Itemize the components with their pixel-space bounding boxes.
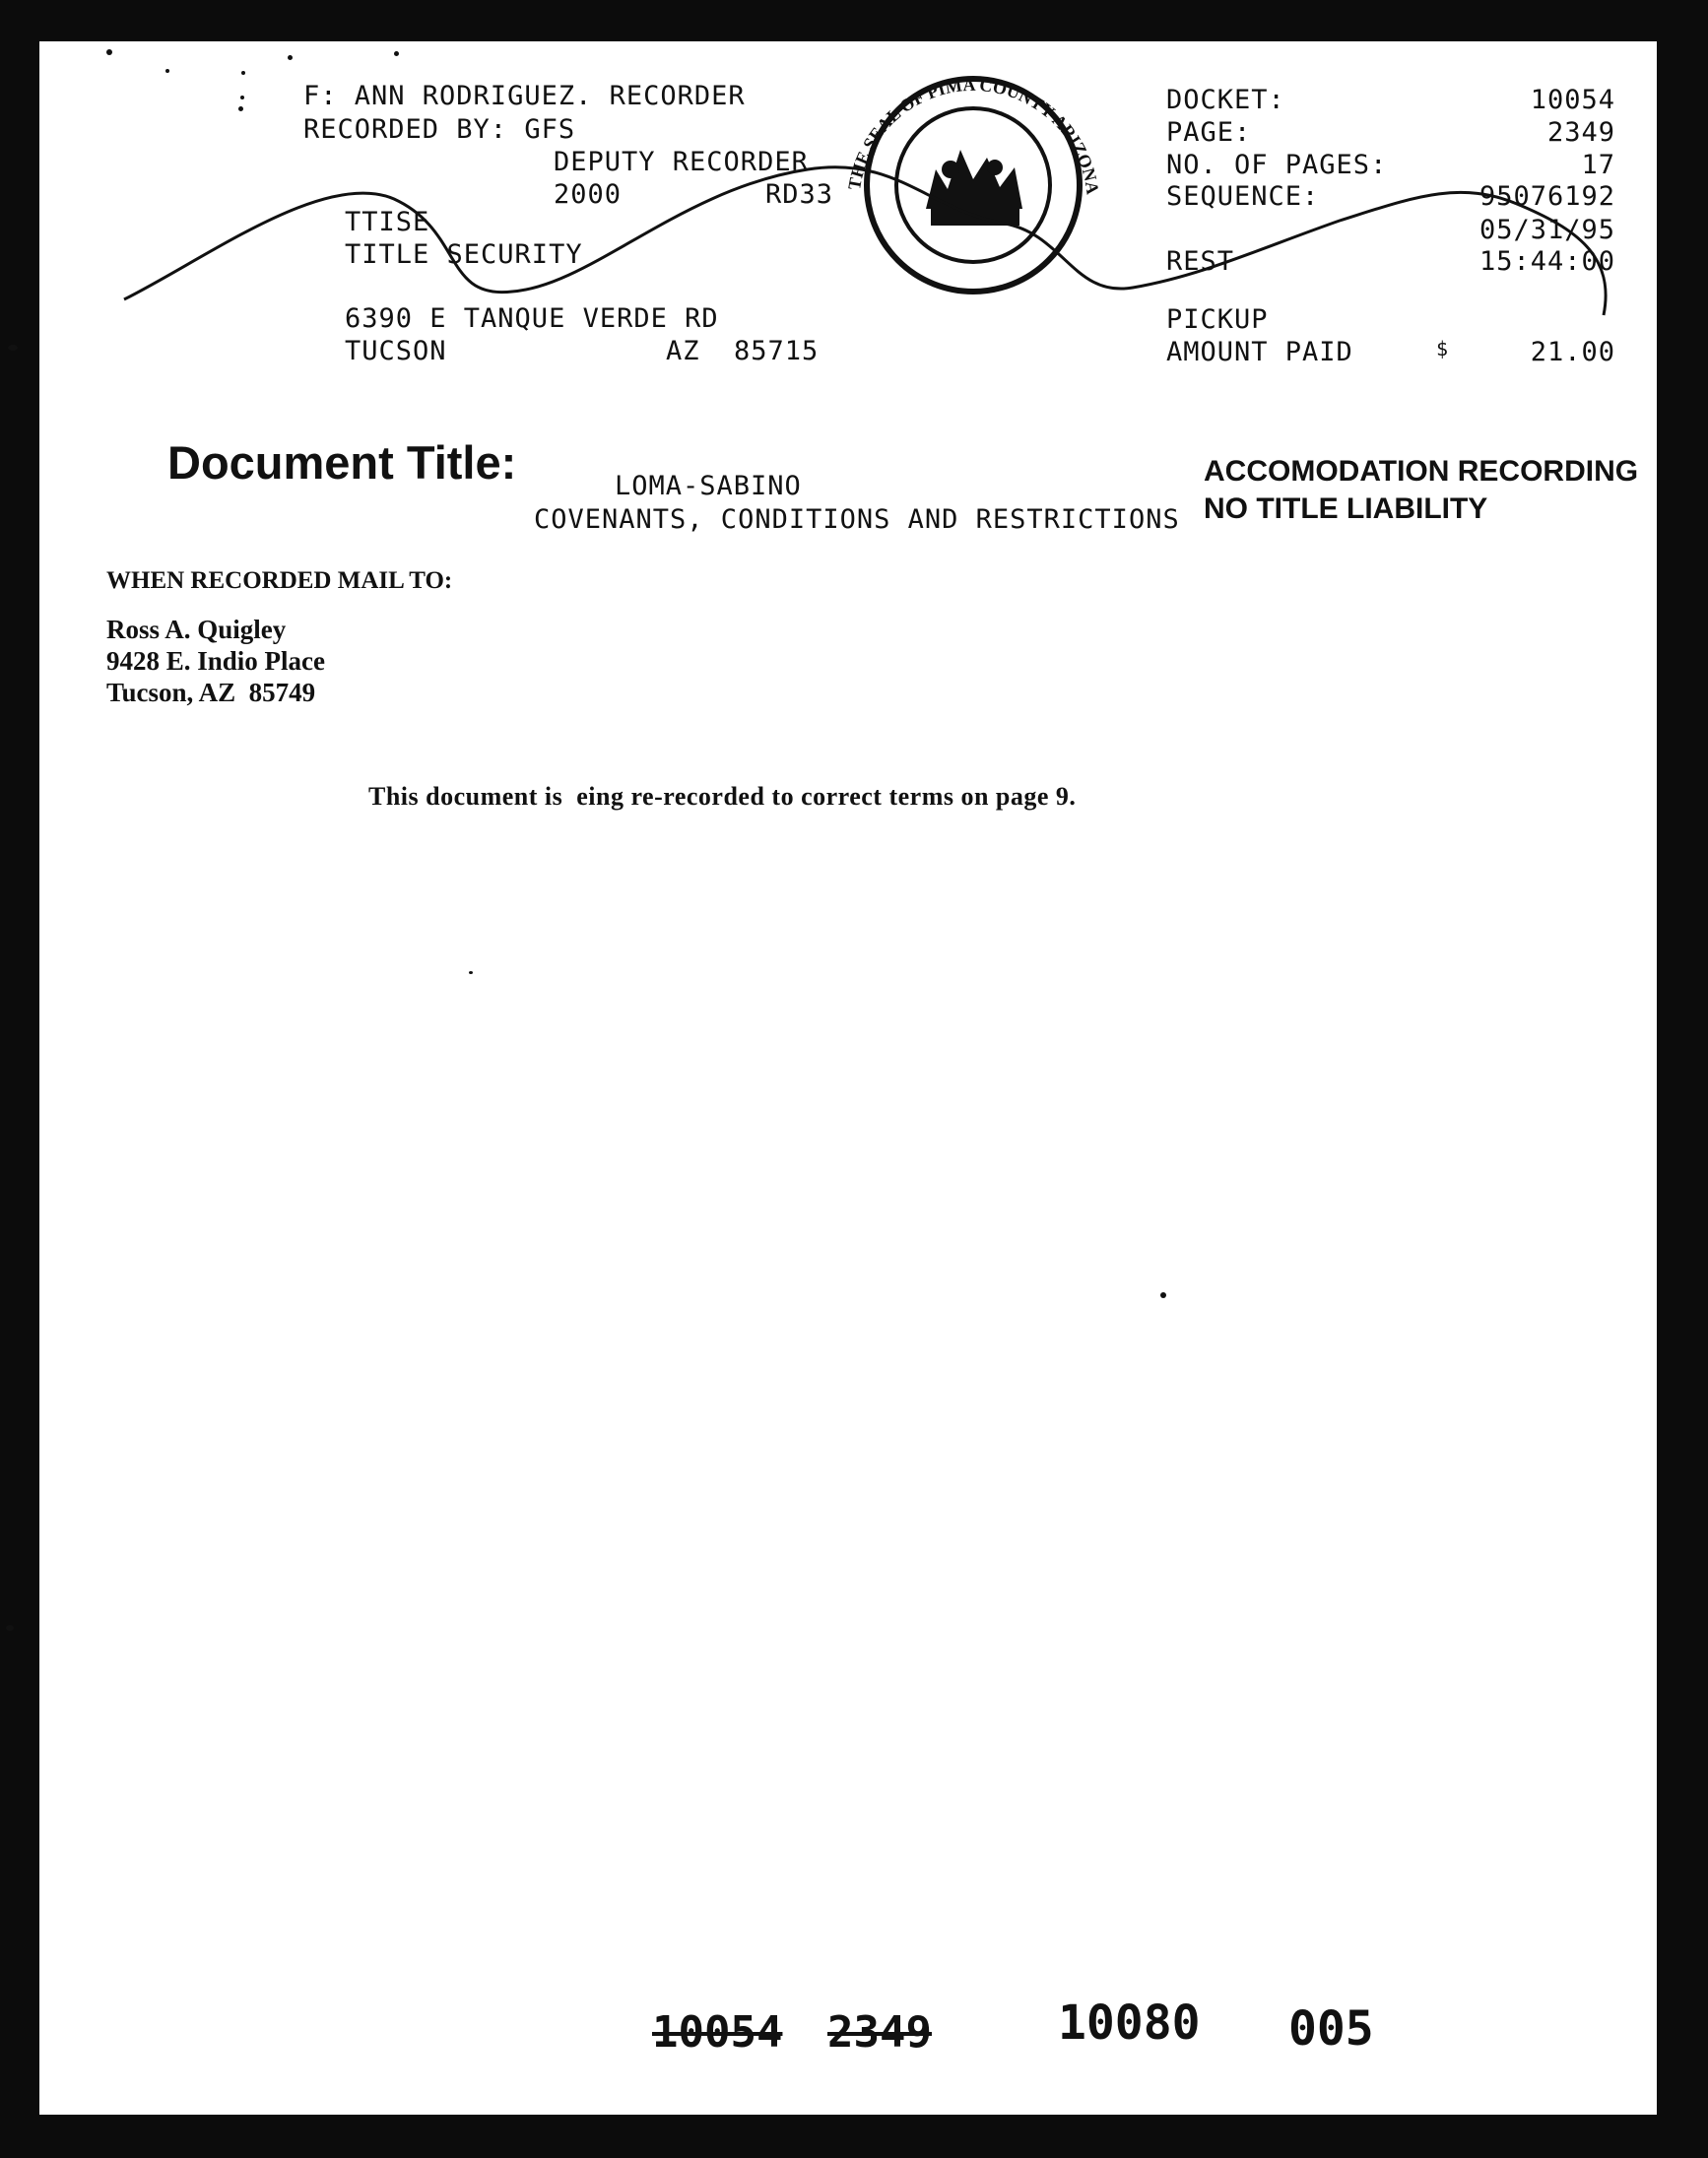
company-city: TUCSON <box>345 336 447 366</box>
scan-speck <box>469 971 473 974</box>
currency-symbol: $ <box>1436 337 1450 360</box>
document-page <box>39 41 1657 2115</box>
document-title-line1: LOMA-SABINO <box>615 471 802 501</box>
mail-to-address2: Tucson, AZ 85749 <box>106 678 316 707</box>
document-title-label: Document Title: <box>167 436 517 489</box>
pages-value: 17 <box>1581 150 1615 180</box>
hand-drawn-wave-line <box>39 41 1657 435</box>
docket-value: 10054 <box>1530 85 1615 115</box>
company-state-zip: AZ 85715 <box>666 336 820 366</box>
recorded-by: RECORDED BY: GFS <box>303 114 576 145</box>
company-street: 6390 E TANQUE VERDE RD <box>345 303 719 334</box>
docket-label: DOCKET: <box>1166 85 1285 115</box>
old-page-number: 2349 <box>827 2007 932 2058</box>
amount-paid-label: AMOUNT PAID <box>1166 337 1353 367</box>
scan-speck <box>8 345 18 351</box>
page-value: 2349 <box>1546 117 1615 148</box>
scan-speck <box>6 1625 14 1631</box>
station-code: RD33 <box>765 179 834 210</box>
company-name: TITLE SECURITY <box>345 239 583 270</box>
pickup-label: PICKUP <box>1166 304 1269 335</box>
company-code: TTISE <box>345 207 430 237</box>
record-time: 15:44:00 <box>1478 246 1615 277</box>
pages-label: NO. OF PAGES: <box>1166 150 1388 180</box>
record-date: 05/31/95 <box>1478 215 1615 245</box>
mail-to-address1: 9428 E. Indio Place <box>106 646 326 676</box>
deputy-code: 2000 <box>554 179 623 210</box>
sequence-label: SEQUENCE: <box>1166 181 1320 212</box>
accommodation-stamp-line2: NO TITLE LIABILITY <box>1204 492 1488 525</box>
document-title-line2: COVENANTS, CONDITIONS AND RESTRICTIONS <box>534 504 1180 535</box>
scan-speck <box>1160 1292 1166 1298</box>
rest-label: REST <box>1166 246 1235 277</box>
page-label: PAGE: <box>1166 117 1252 148</box>
amount-paid-value: 21.00 <box>1530 337 1615 367</box>
deputy-recorder: DEPUTY RECORDER <box>554 147 809 177</box>
sequence-value: 95076192 <box>1478 181 1615 212</box>
re-recording-note: This document is eing re-recorded to correct terms on page 9. <box>368 782 1077 811</box>
new-docket-number: 10080 <box>1058 1995 1201 2051</box>
recorder-line: F: ANN RODRIGUEZ. RECORDER <box>303 81 746 111</box>
mail-to-name: Ross A. Quigley <box>106 615 287 644</box>
seal-lettering: THE SEAL OF PIMA COUNTY ARIZONA <box>844 74 1103 196</box>
new-page-number: 005 <box>1288 2001 1374 2057</box>
accommodation-stamp-line1: ACCOMODATION RECORDING <box>1204 455 1639 488</box>
mail-to-heading: WHEN RECORDED MAIL TO: <box>106 567 453 594</box>
old-docket-number: 10054 <box>652 2007 783 2058</box>
